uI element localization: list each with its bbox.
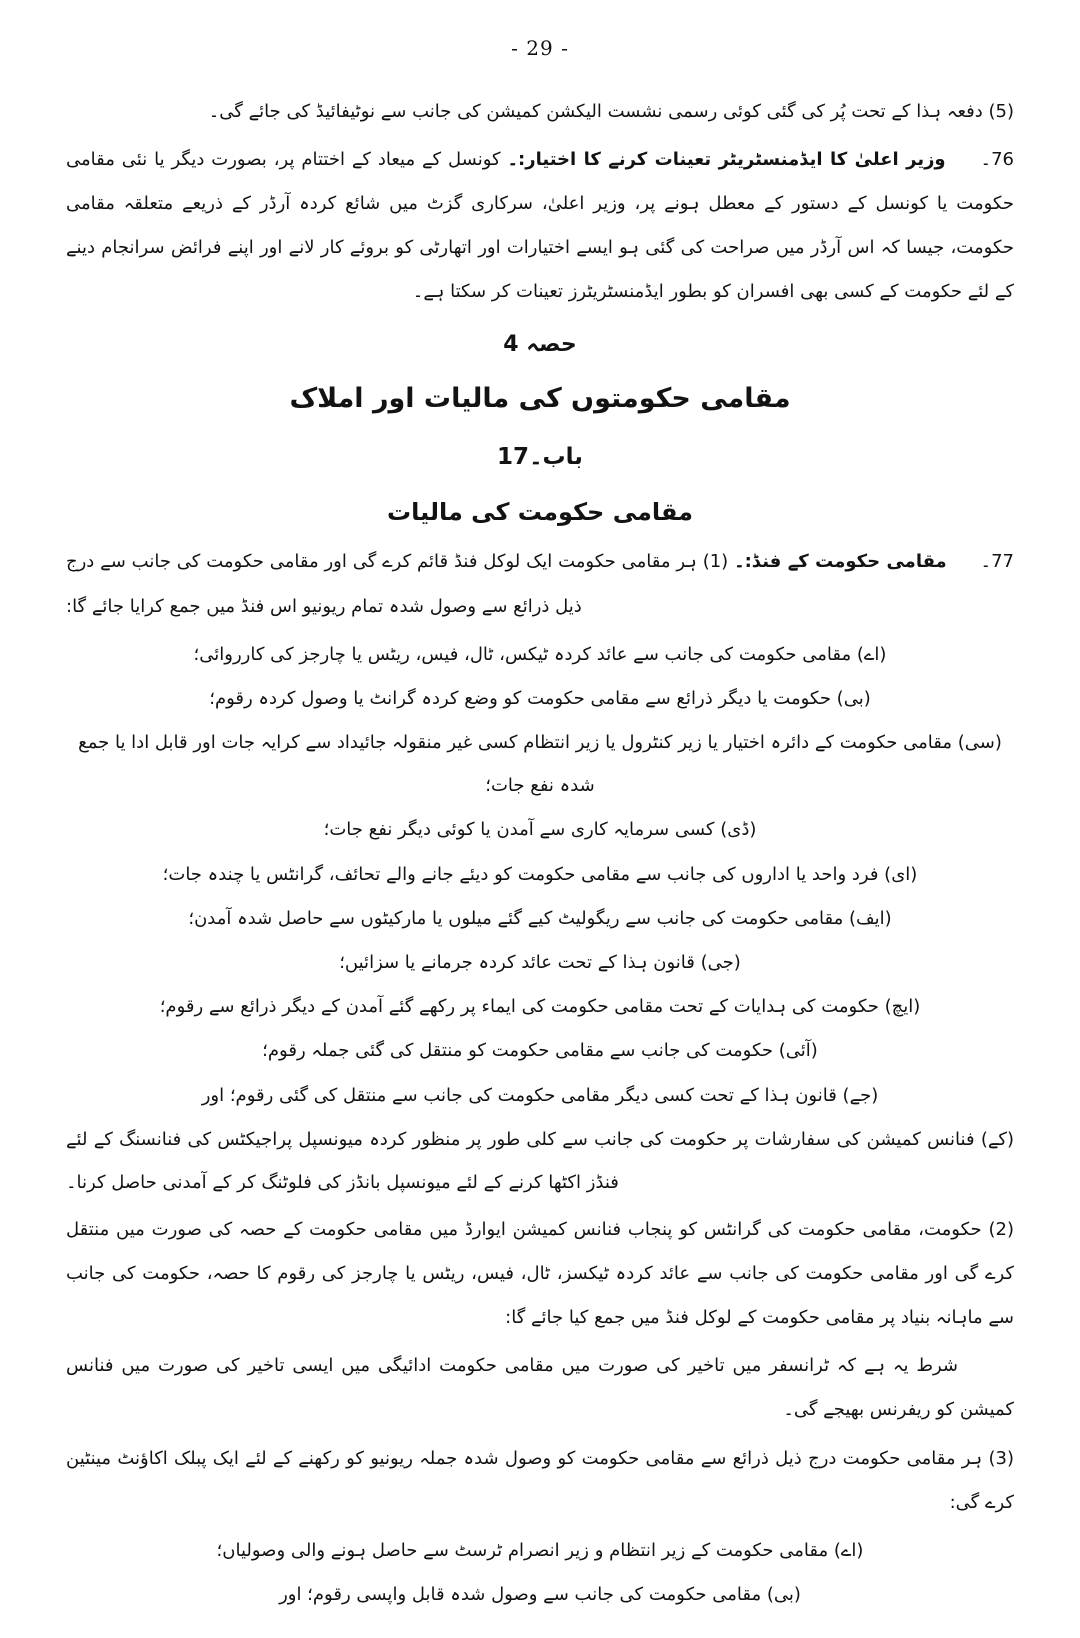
list-item-f: (ایف) مقامی حکومت کی جانب سے ریگولیٹ کیے گئے میلوں یا مارکیٹوں سے حاصل شدہ آمدن؛ <box>188 907 892 929</box>
chapter-title: مقامی حکومت کی مالیات <box>387 498 693 527</box>
section-77-title: مقامی حکومت کے فنڈ:۔ <box>734 551 947 573</box>
list-item-i: (آئی) حکومت کی جانب سے مقامی حکومت کو منتقل کی گئی جملہ رقوم؛ <box>262 1040 818 1062</box>
section-76-number: 76۔ <box>980 149 1014 171</box>
list-item-h: (ایچ) حکومت کی ہدایات کے تحت مقامی حکومت کی ایماء پر رکھے گئے آمدن کے دیگر ذرائع سے رقوم؛ <box>159 996 921 1018</box>
subsection-2-paragraph: (2) حکومت، مقامی حکومت کی گرانٹس کو پنجاب فنانس کمیشن ایوارڈ میں مقامی حکومت کے حصہ کی صورت میں منتقل کرے گی اور مقامی حکومت کی جانب سے عائد کردہ ٹیکسز، ٹال، فیس، ریٹس یا چارجز کی رقوم کا حصہ، حکومت کی جانب سے ماہانہ بنیاد پر مقامی حکومت کے لوکل فنڈ میں جمع کیا جائے گا: <box>66 1219 1014 1329</box>
section-76-paragraph <box>66 138 1014 314</box>
section-77-number: 77۔ <box>980 551 1014 573</box>
public-account-list <box>66 1529 1014 1616</box>
fund-sources-list <box>66 633 1014 1204</box>
list-item-a2: (اے) مقامی حکومت کے زیر انتظام و زیر انصرام ٹرسٹ سے حاصل ہونے والی وصولیاں؛ <box>216 1539 864 1561</box>
section-77-subsection-1: (1) ہر مقامی حکومت ایک لوکل فنڈ قائم کرے گی اور مقامی حکومت کی جانب سے درج ذیل ذرائع سے وصول شدہ تمام ریونیو اس فنڈ میں جمع کرایا جائے گا: <box>66 551 729 617</box>
section-76-body: کونسل کے میعاد کے اختتام پر، بصورت دیگر یا نئی مقامی حکومت یا کونسل کے دستور کے معطل ہونے پر، وزیر اعلیٰ، سرکاری گزٹ میں شائع کردہ آرڈر کے ذریعے متعلقہ مقامی حکومت، جیسا کہ اس آرڈر میں صراحت کی گئی ہو ایسے اختیارات اور اتھارٹی کو بروئے کار لانے اور اپنے فرائض سرانجام دینے کے لئے حکومت کے کسی بھی افسران کو بطور ایڈمنسٹریٹرز تعینات کر سکتا ہے۔ <box>66 149 1014 303</box>
list-item-k: (کے) فنانس کمیشن کی سفارشات پر حکومت کی جانب سے کلی طور پر منظور کردہ میونسپل پراجیکٹس کی فنانسنگ کے لئے فنڈز اکٹھا کرنے کے لئے میونسپل بانڈز کی فلوٹنگ کر کے آمدنی حاصل کرنا۔ <box>66 1128 1014 1193</box>
part-heading-block <box>66 332 1014 526</box>
list-item-b: (بی) حکومت یا دیگر ذرائع سے مقامی حکومت کو وضع کردہ گرانٹ یا وصول کردہ رقوم؛ <box>209 687 871 709</box>
list-item-e: (ای) فرد واحد یا اداروں کی جانب سے مقامی حکومت کو دیئے جانے والے تحائف، گرانٹس یا چندہ جات؛ <box>162 863 918 885</box>
proviso-paragraph: شرط یہ ہے کہ ٹرانسفر میں تاخیر کی صورت میں مقامی حکومت ادائیگی میں ایسی تاخیر کی صورت میں فنانس کمیشن کو ریفرنس بھیجے گی۔ <box>66 1355 1014 1421</box>
list-item-b2: (بی) مقامی حکومت کی جانب سے وصول شدہ قابل واپسی رقوم؛ اور <box>279 1583 801 1605</box>
subsection-3-paragraph: (3) ہر مقامی حکومت درج ذیل ذرائع سے مقامی حکومت کو وصول شدہ جملہ ریونیو کو رکھنے کے لئے ایک پبلک اکاؤنٹ مینٹین کرے گی: <box>66 1447 1014 1513</box>
section-76-title: وزیر اعلیٰ کا ایڈمنسٹریٹر تعینات کرنے کا اختیار:۔ <box>507 149 946 171</box>
list-item-c: (سی) مقامی حکومت کے دائرہ اختیار یا زیر کنٹرول یا زیر انتظام کسی غیر منقولہ جائیداد سے کرایہ جات اور قابل ادا یا جمع شدہ نفع جات؛ <box>78 732 1002 797</box>
clause-5-paragraph: (5) دفعہ ہذا کے تحت پُر کی گئی کوئی رسمی نشست الیکشن کمیشن کی جانب سے نوٹیفائیڈ کی جائے گی۔ <box>208 101 1014 122</box>
list-item-j: (جے) قانون ہذا کے تحت کسی دیگر مقامی حکومت کی جانب سے منتقل کی گئی رقوم؛ اور <box>201 1084 879 1106</box>
list-item-a: (اے) مقامی حکومت کی جانب سے عائد کردہ ٹیکس، ٹال، فیس، ریٹس یا چارجز کی کارروائی؛ <box>193 643 887 665</box>
page-number: - 29 - <box>511 36 569 60</box>
chapter-label: باب۔17 <box>497 444 583 471</box>
part-title: مقامی حکومتوں کی مالیات اور املاک <box>289 383 791 415</box>
list-item-d: (ڈی) کسی سرمایہ کاری سے آمدن یا کوئی دیگر نفع جات؛ <box>323 819 757 841</box>
section-77-paragraph <box>66 540 1014 628</box>
list-item-g: (جی) قانون ہذا کے تحت عائد کردہ جرمانے یا سزائیں؛ <box>339 951 741 973</box>
part-label: حصہ 4 <box>503 332 577 358</box>
